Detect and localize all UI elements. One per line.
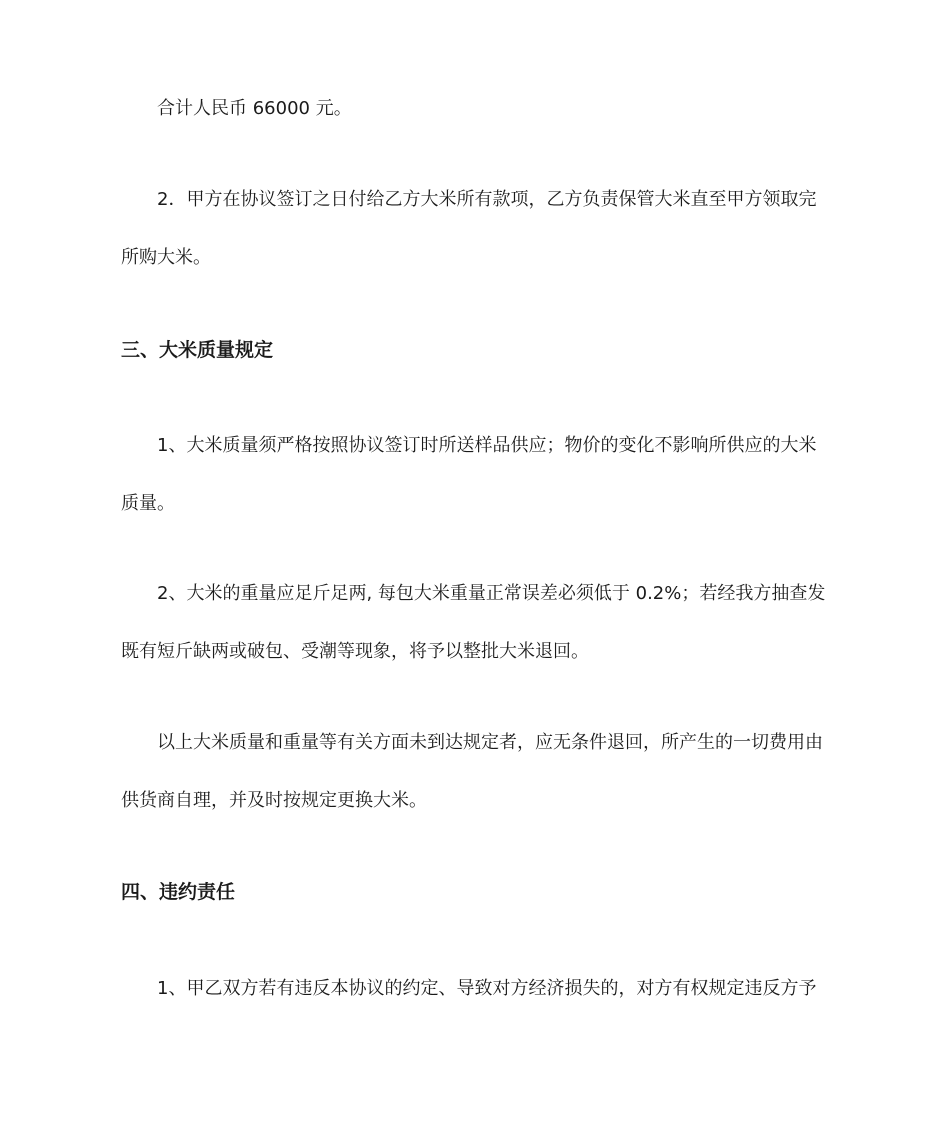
quality-clause-1-line-1: 1、大米质量须严格按照协议签订时所送样品供应；物价的变化不影响所供应的大米 [157,435,817,456]
quality-summary-line-1: 以上大米质量和重量等有关方面未到达规定者，应无条件退回，所产生的一切费用由 [157,732,823,753]
payment-clause-line-1: 2．甲方在协议签订之日付给乙方大米所有款项，乙方负责保管大米直至甲方领取完 [157,189,817,210]
total-amount-line: 合计人民币 66000 元。 [157,98,352,119]
quality-clause-2-line-2: 既有短斤缺两或破包、受潮等现象，将予以整批大米退回。 [121,641,589,662]
payment-clause-line-2: 所购大米。 [121,247,211,268]
section-heading-quality: 三、大米质量规定 [121,339,274,361]
liability-clause-1-line-1: 1、甲乙双方若有违反本协议的约定、导致对方经济损失的，对方有权规定违反方予 [157,978,817,999]
quality-clause-2-line-1: 2、大米的重量应足斤足两, 每包大米重量正常误差必须低于 0.2%；若经我方抽查发 [157,583,826,604]
quality-clause-1-line-2: 质量。 [121,493,175,514]
quality-summary-line-2: 供货商自理，并及时按规定更换大米。 [121,790,427,811]
section-heading-liability: 四、违约责任 [121,881,236,903]
